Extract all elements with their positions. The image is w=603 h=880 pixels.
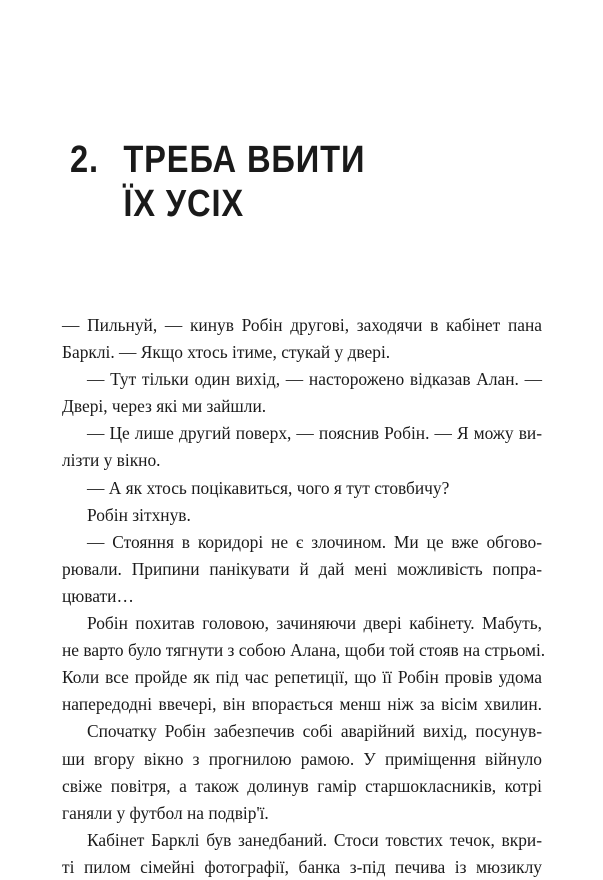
text-line: не варто було тягнути з собою Алана, щоби той стояв на стрьомі. — [62, 640, 546, 661]
text-line: лізти у вікно. — [62, 450, 161, 471]
text-line: — А як хтось поцікавиться, чого я тут стовбичу? — [87, 477, 450, 498]
text-line: ганяли у футбол на подвір'ї. — [62, 802, 269, 823]
text-line: Двері, через які ми зайшли. — [62, 396, 267, 417]
text-line: Робін зітхнув. — [87, 504, 191, 525]
text-line: — Це лише другий поверх, — пояснив Робін. — Я можу ви- — [87, 423, 542, 444]
text-line: рювали. Припини панікувати й дай мені можливість попра- — [62, 558, 542, 579]
text-line: ті пилом сімейні фотографії, банка з-під печива із мюзиклу — [62, 856, 542, 877]
chapter-title-line-1: ТРЕБА ВБИТИ — [123, 139, 366, 181]
text-line: Кабінет Барклі був занедбаний. Стоси товстих течок, вкри- — [87, 829, 542, 850]
text-line: — Тут тільки один вихід, — насторожено відказав Алан. — — [87, 369, 542, 390]
text-line: Барклі. — Якщо хтось ітиме, стукай у двері. — [62, 342, 391, 363]
text-line: цювати… — [62, 585, 134, 606]
body-text — [62, 312, 546, 880]
text-line: — Пильнуй, — кинув Робін другові, заходячи в кабінет пана — [62, 315, 542, 335]
text-line: — Стояння в коридорі не є злочином. Ми це вже обгово- — [87, 531, 542, 552]
text-line: Коли все пройде як під час репетиції, що її Робін провів удома — [62, 667, 542, 688]
text-line: напередодні ввечері, він впорається менш ніж за вісім хвилин. — [62, 694, 542, 715]
chapter-title-line-2: ЇХ УСІХ — [123, 183, 245, 225]
text-line: Спочатку Робін забезпечив собі аварійний вихід, посунув- — [87, 721, 542, 742]
text-line: Робін похитав головою, зачиняючи двері кабінету. Мабуть, — [87, 613, 542, 634]
text-line: ши вгору вікно з прогнилою рамою. У приміщення війнуло — [62, 748, 542, 769]
chapter-number: 2. — [70, 139, 99, 181]
text-line: свіже повітря, а також долинув гамір старшокласників, котрі — [62, 775, 542, 796]
